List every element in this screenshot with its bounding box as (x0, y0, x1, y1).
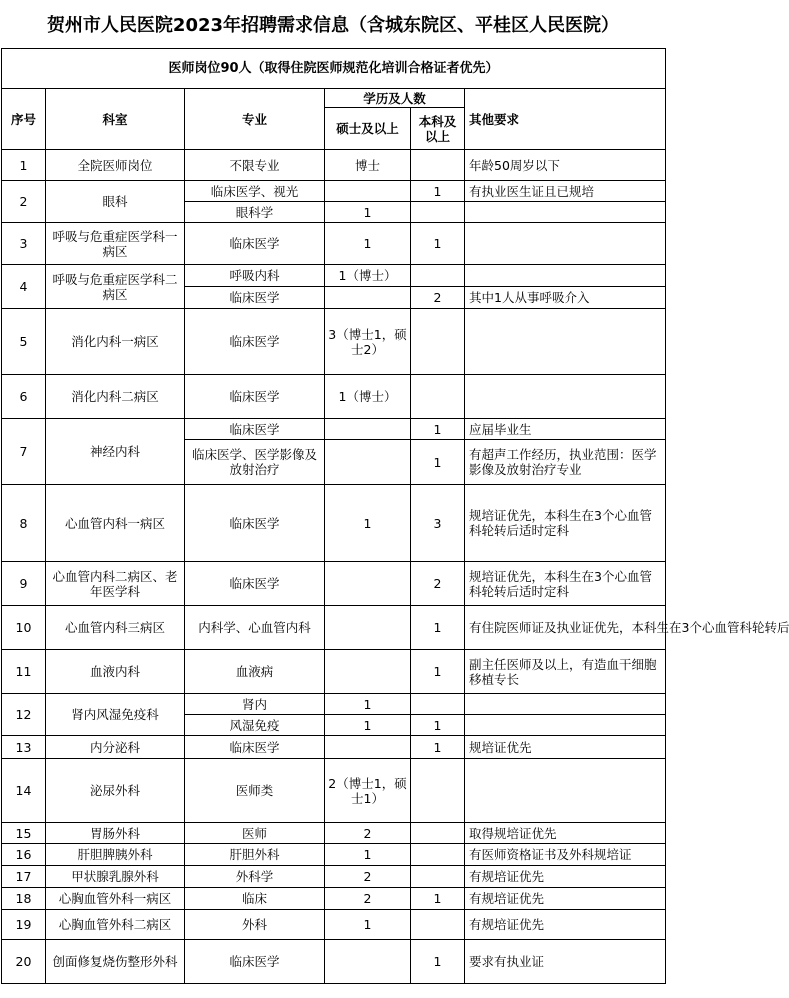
cell-other (465, 375, 666, 419)
cell-dept: 血液内科 (46, 650, 185, 694)
header-edu-group: 学历及人数 (325, 89, 465, 108)
header-major: 专业 (185, 89, 325, 150)
cell-master: 1 (325, 485, 411, 562)
cell-master (325, 940, 411, 984)
table-row (2, 181, 666, 202)
cell-other: 有规培证优先 (465, 888, 666, 910)
header-bachelor: 本科及以上 (411, 108, 465, 150)
cell-seq: 11 (2, 650, 46, 694)
table-row (2, 419, 666, 440)
table-row (2, 888, 666, 910)
cell-master: 2 (325, 888, 411, 910)
table-row (2, 866, 666, 888)
cell-seq: 4 (2, 265, 46, 309)
cell-other: 有执业医生证且已规培 (465, 181, 666, 202)
cell-bachelor (411, 150, 465, 181)
cell-dept: 肾内风湿免疫科 (46, 694, 185, 736)
cell-bachelor (411, 910, 465, 940)
cell-major: 临床医学 (185, 940, 325, 984)
cell-major: 外科学 (185, 866, 325, 888)
table-row (2, 265, 666, 287)
cell-other (465, 715, 666, 736)
cell-bachelor (411, 202, 465, 223)
cell-major: 内科学、心血管内科 (185, 606, 325, 650)
cell-dept: 肝胆脾胰外科 (46, 844, 185, 866)
cell-dept: 神经内科 (46, 419, 185, 485)
cell-seq: 13 (2, 736, 46, 759)
table-row (2, 650, 666, 694)
cell-other (465, 202, 666, 223)
cell-other: 有规培证优先 (465, 910, 666, 940)
cell-major: 临床 (185, 888, 325, 910)
cell-seq: 17 (2, 866, 46, 888)
cell-dept: 心血管内科一病区 (46, 485, 185, 562)
cell-dept: 心血管内科二病区、老年医学科 (46, 562, 185, 606)
cell-other (465, 309, 666, 375)
cell-major: 临床医学 (185, 287, 325, 309)
cell-master: 1（博士） (325, 375, 411, 419)
cell-major: 医师类 (185, 759, 325, 823)
cell-master: 1 (325, 715, 411, 736)
cell-other: 规培证优先，本科生在3个心血管科轮转后适时定科 (465, 485, 666, 562)
cell-major: 肝胆外科 (185, 844, 325, 866)
header-dept: 科室 (46, 89, 185, 150)
cell-master: 1 (325, 223, 411, 265)
table-row (2, 910, 666, 940)
cell-other: 规培证优先，本科生在3个心血管科轮转后适时定科 (465, 562, 666, 606)
table-row (2, 844, 666, 866)
cell-other (465, 694, 666, 715)
cell-master (325, 736, 411, 759)
cell-bachelor: 1 (411, 606, 465, 650)
table-row (2, 150, 666, 181)
cell-major: 外科 (185, 910, 325, 940)
cell-seq: 10 (2, 606, 46, 650)
cell-major: 医师 (185, 823, 325, 844)
cell-bachelor: 1 (411, 715, 465, 736)
cell-major: 临床医学 (185, 485, 325, 562)
cell-bachelor: 2 (411, 287, 465, 309)
cell-master (325, 562, 411, 606)
cell-other (465, 265, 666, 287)
cell-master (325, 650, 411, 694)
cell-bachelor: 2 (411, 562, 465, 606)
cell-seq: 19 (2, 910, 46, 940)
cell-seq: 9 (2, 562, 46, 606)
document-title: 贺州市人民医院2023年招聘需求信息（含城东院区、平桂区人民医院） (46, 15, 620, 36)
recruitment-table (1, 48, 789, 984)
header-row-1 (2, 89, 666, 108)
banner-row (2, 49, 666, 89)
cell-bachelor (411, 694, 465, 715)
cell-master: 1 (325, 844, 411, 866)
cell-major: 临床医学 (185, 562, 325, 606)
cell-other (465, 759, 666, 823)
cell-bachelor: 1 (411, 181, 465, 202)
cell-other: 其中1人从事呼吸介入 (465, 287, 666, 309)
cell-seq: 7 (2, 419, 46, 485)
cell-master: 2 (325, 823, 411, 844)
cell-major: 眼科学 (185, 202, 325, 223)
cell-dept: 甲状腺乳腺外科 (46, 866, 185, 888)
cell-other: 要求有执业证 (465, 940, 666, 984)
cell-bachelor: 1 (411, 419, 465, 440)
cell-major: 临床医学 (185, 223, 325, 265)
cell-bachelor: 3 (411, 485, 465, 562)
table-row (2, 823, 666, 844)
cell-dept: 心血管内科三病区 (46, 606, 185, 650)
cell-bachelor (411, 823, 465, 844)
cell-seq: 15 (2, 823, 46, 844)
cell-bachelor (411, 866, 465, 888)
cell-master: 1 (325, 910, 411, 940)
cell-seq: 12 (2, 694, 46, 736)
cell-dept: 内分泌科 (46, 736, 185, 759)
cell-seq: 16 (2, 844, 46, 866)
cell-master: 2（博士1，硕士1） (325, 759, 411, 823)
cell-seq: 3 (2, 223, 46, 265)
cell-other (465, 223, 666, 265)
cell-bachelor: 1 (411, 736, 465, 759)
table-row (2, 309, 666, 375)
cell-major: 临床医学 (185, 309, 325, 375)
cell-bachelor: 1 (411, 440, 465, 485)
table-row (2, 940, 666, 984)
cell-dept: 消化内科一病区 (46, 309, 185, 375)
cell-seq: 8 (2, 485, 46, 562)
cell-master: 1 (325, 694, 411, 715)
cell-dept: 消化内科二病区 (46, 375, 185, 419)
cell-dept: 全院医师岗位 (46, 150, 185, 181)
cell-master: 1 (325, 202, 411, 223)
cell-major: 临床医学、视光 (185, 181, 325, 202)
table-row (2, 736, 666, 759)
table-row (2, 694, 666, 715)
cell-dept: 眼科 (46, 181, 185, 223)
header-seq: 序号 (2, 89, 46, 150)
cell-major: 风湿免疫 (185, 715, 325, 736)
cell-major: 呼吸内科 (185, 265, 325, 287)
cell-bachelor: 1 (411, 888, 465, 910)
cell-master: 1（博士） (325, 265, 411, 287)
cell-master (325, 440, 411, 485)
cell-bachelor: 1 (411, 940, 465, 984)
cell-master: 3（博士1，硕士2） (325, 309, 411, 375)
cell-other: 有超声工作经历，执业范围：医学影像及放射治疗专业 (465, 440, 666, 485)
cell-dept: 心胸血管外科一病区 (46, 888, 185, 910)
cell-major: 肾内 (185, 694, 325, 715)
cell-seq: 14 (2, 759, 46, 823)
cell-other: 取得规培证优先 (465, 823, 666, 844)
cell-bachelor (411, 375, 465, 419)
cell-dept: 呼吸与危重症医学科一病区 (46, 223, 185, 265)
cell-seq: 20 (2, 940, 46, 984)
cell-seq: 2 (2, 181, 46, 223)
cell-master: 2 (325, 866, 411, 888)
cell-other: 年龄50周岁以下 (465, 150, 666, 181)
cell-major: 临床医学 (185, 375, 325, 419)
table-row (2, 375, 666, 419)
cell-major: 临床医学、医学影像及放射治疗 (185, 440, 325, 485)
table-row (2, 759, 666, 823)
cell-master (325, 606, 411, 650)
cell-other: 规培证优先 (465, 736, 666, 759)
cell-seq: 5 (2, 309, 46, 375)
cell-bachelor: 1 (411, 650, 465, 694)
table-row (2, 485, 666, 562)
cell-bachelor: 1 (411, 223, 465, 265)
cell-seq: 6 (2, 375, 46, 419)
cell-seq: 18 (2, 888, 46, 910)
cell-major: 临床医学 (185, 736, 325, 759)
cell-master: 博士 (325, 150, 411, 181)
cell-major: 不限专业 (185, 150, 325, 181)
cell-bachelor (411, 759, 465, 823)
header-other: 其他要求 (465, 89, 666, 150)
cell-master (325, 287, 411, 309)
table-row (2, 562, 666, 606)
cell-dept: 泌尿外科 (46, 759, 185, 823)
cell-other: 有住院医师证及执业证优先，本科生在3个心血管科轮转后 (465, 606, 666, 650)
banner-text: 医师岗位90人（取得住院医师规范化培训合格证者优先） (2, 49, 666, 89)
cell-major: 临床医学 (185, 419, 325, 440)
cell-dept: 胃肠外科 (46, 823, 185, 844)
table-row (2, 606, 666, 650)
cell-major: 血液病 (185, 650, 325, 694)
cell-master (325, 419, 411, 440)
cell-other: 应届毕业生 (465, 419, 666, 440)
cell-bachelor (411, 844, 465, 866)
cell-master (325, 181, 411, 202)
cell-bachelor (411, 265, 465, 287)
cell-dept: 创面修复烧伤整形外科 (46, 940, 185, 984)
cell-bachelor (411, 309, 465, 375)
cell-dept: 呼吸与危重症医学科二病区 (46, 265, 185, 309)
cell-other: 有规培证优先 (465, 866, 666, 888)
cell-seq: 1 (2, 150, 46, 181)
header-master: 硕士及以上 (325, 108, 411, 150)
cell-dept: 心胸血管外科二病区 (46, 910, 185, 940)
cell-other: 有医师资格证书及外科规培证 (465, 844, 666, 866)
table-row (2, 223, 666, 265)
cell-other: 副主任医师及以上，有造血干细胞移植专长 (465, 650, 666, 694)
